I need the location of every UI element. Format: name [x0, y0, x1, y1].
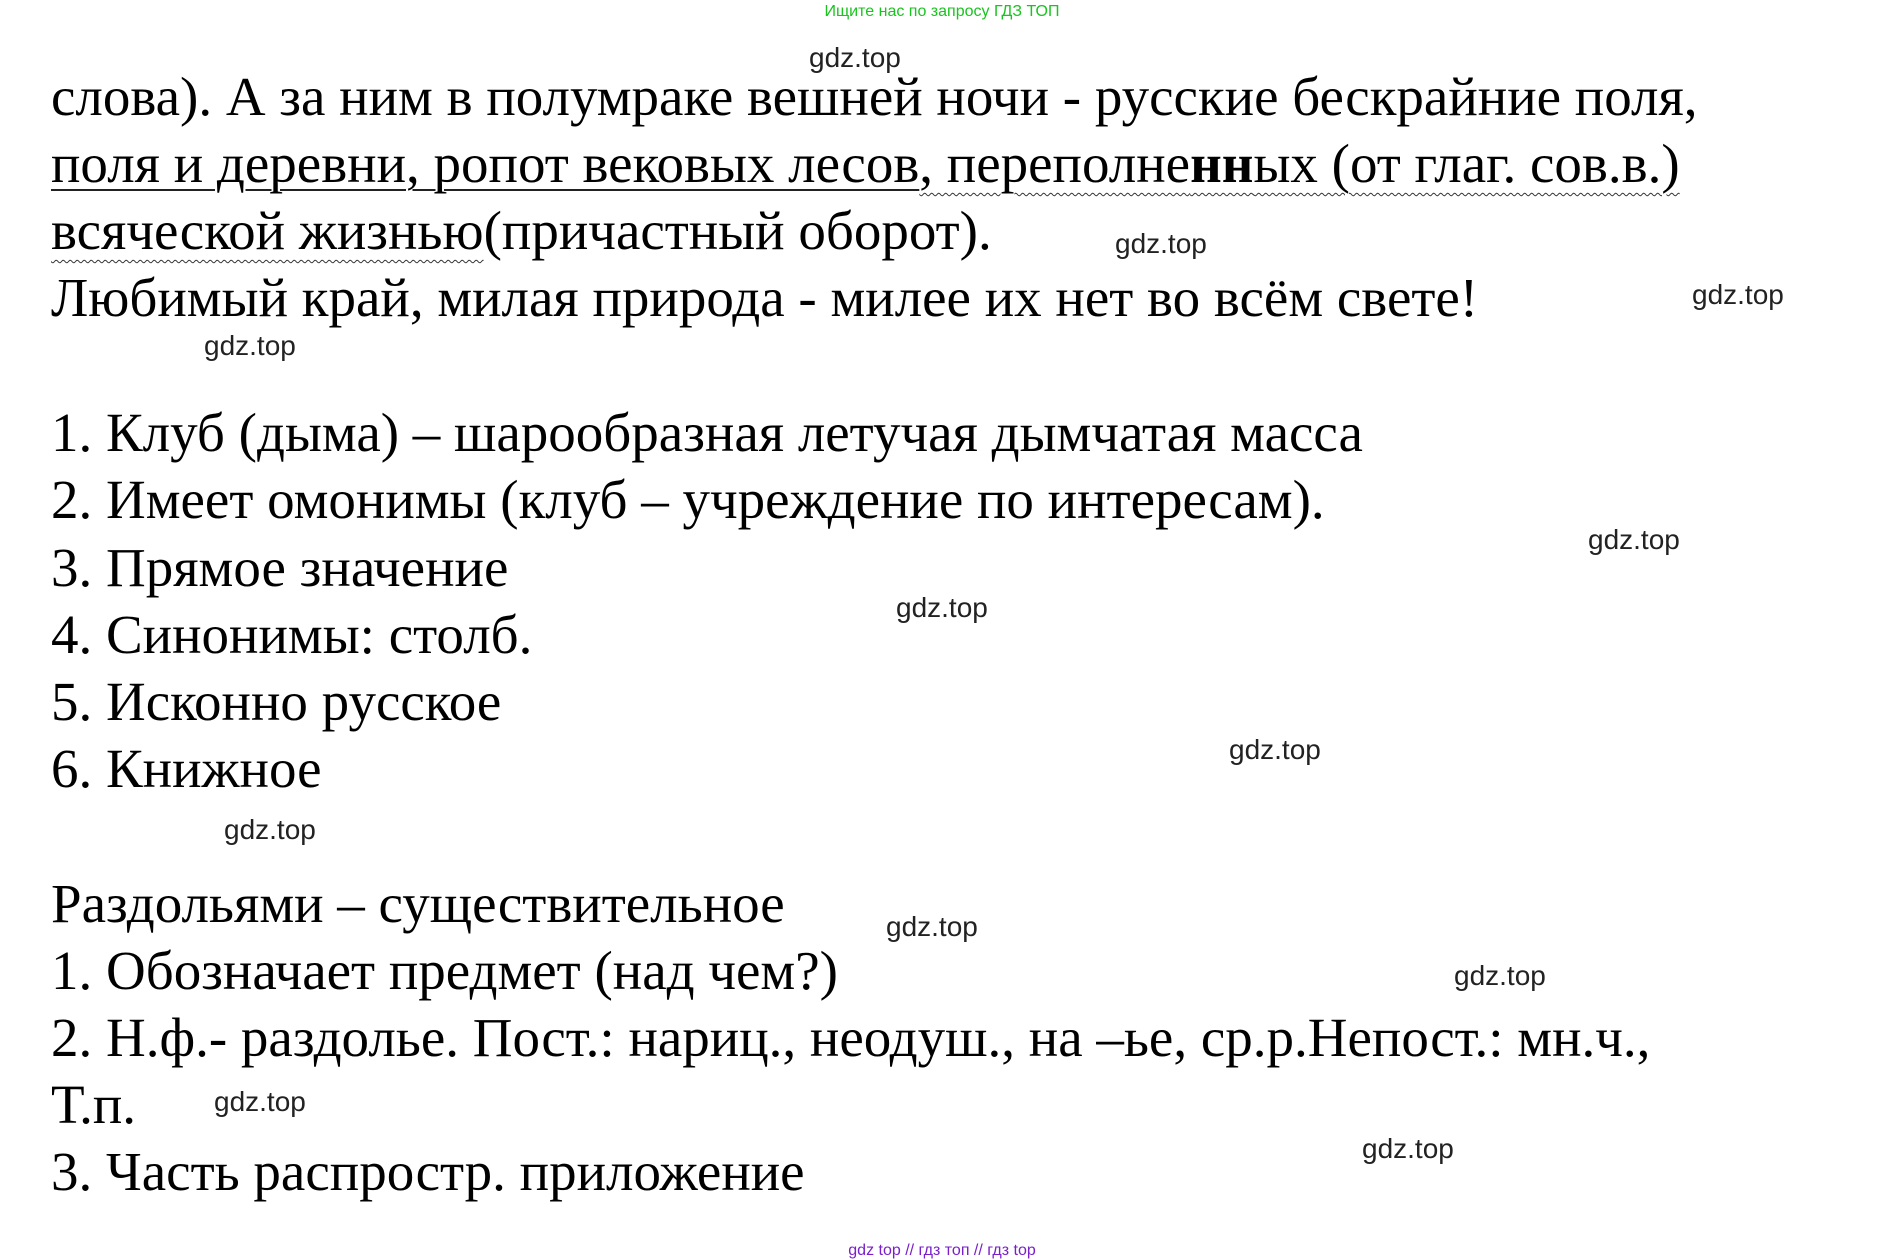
text-line-2-part-c: нн [1190, 133, 1254, 194]
list2-item-2-cont: Т.п. [51, 1074, 137, 1135]
list1-item-5: 5. Исконно русское [51, 671, 502, 732]
list2-item-2: 2. Н.ф.- раздолье. Пост.: нариц., неодуш., на –ье, ср.р.Непост.: мн.ч., [51, 1007, 1651, 1068]
watermark: gdz.top [809, 42, 901, 73]
section2-heading: Раздольями – существительное [51, 873, 785, 934]
list1-item-6: 6. Книжное [51, 738, 322, 799]
text-line-3 [51, 201, 992, 261]
list1-item-2: 2. Имеет омонимы (клуб – учреждение по интересам). [51, 469, 1325, 530]
text-line-2-part-a: поля и деревни, ропот вековых лесов [51, 133, 920, 194]
watermark: gdz.top [1362, 1133, 1454, 1164]
watermark: gdz.top [886, 911, 978, 942]
watermark: gdz.top [224, 814, 316, 845]
list1-item-4: 4. Синонимы: столб. [51, 604, 533, 665]
text-line-3-part-a: всяческой жизнью [51, 200, 484, 261]
watermark: gdz.top [896, 592, 988, 623]
footer-watermark: gdz top // гдз топ // гдз top [848, 1242, 1036, 1259]
list1-item-1: 1. Клуб (дыма) – шарообразная летучая дымчатая масса [51, 402, 1363, 463]
watermark: gdz.top [1588, 524, 1680, 555]
watermark: gdz.top [1692, 279, 1784, 310]
watermark: gdz.top [1115, 228, 1207, 259]
list1-item-3: 3. Прямое значение [51, 537, 509, 598]
watermark: gdz.top [1454, 960, 1546, 991]
watermark: gdz.top [1229, 734, 1321, 765]
text-line-1: слова). А за ним в полумраке вешней ночи - русские бескрайние поля, [51, 66, 1698, 127]
text-line-2 [51, 134, 1680, 194]
text-line-2-part-b: , переполне [919, 133, 1191, 194]
list2-item-1: 1. Обозначает предмет (над чем?) [51, 940, 838, 1001]
list2-item-3: 3. Часть распростр. приложение [51, 1141, 805, 1202]
search-hint: Ищите нас по запросу ГДЗ ТОП [824, 3, 1060, 20]
text-line-3-part-b: (причастный оборот). [483, 200, 992, 261]
text-line-4: Любимый край, милая природа - милее их нет во всём свете! [51, 267, 1479, 328]
watermark: gdz.top [204, 330, 296, 361]
text-line-2-part-d: ых (от глаг. сов.в.) [1253, 133, 1680, 194]
watermark: gdz.top [214, 1086, 306, 1117]
